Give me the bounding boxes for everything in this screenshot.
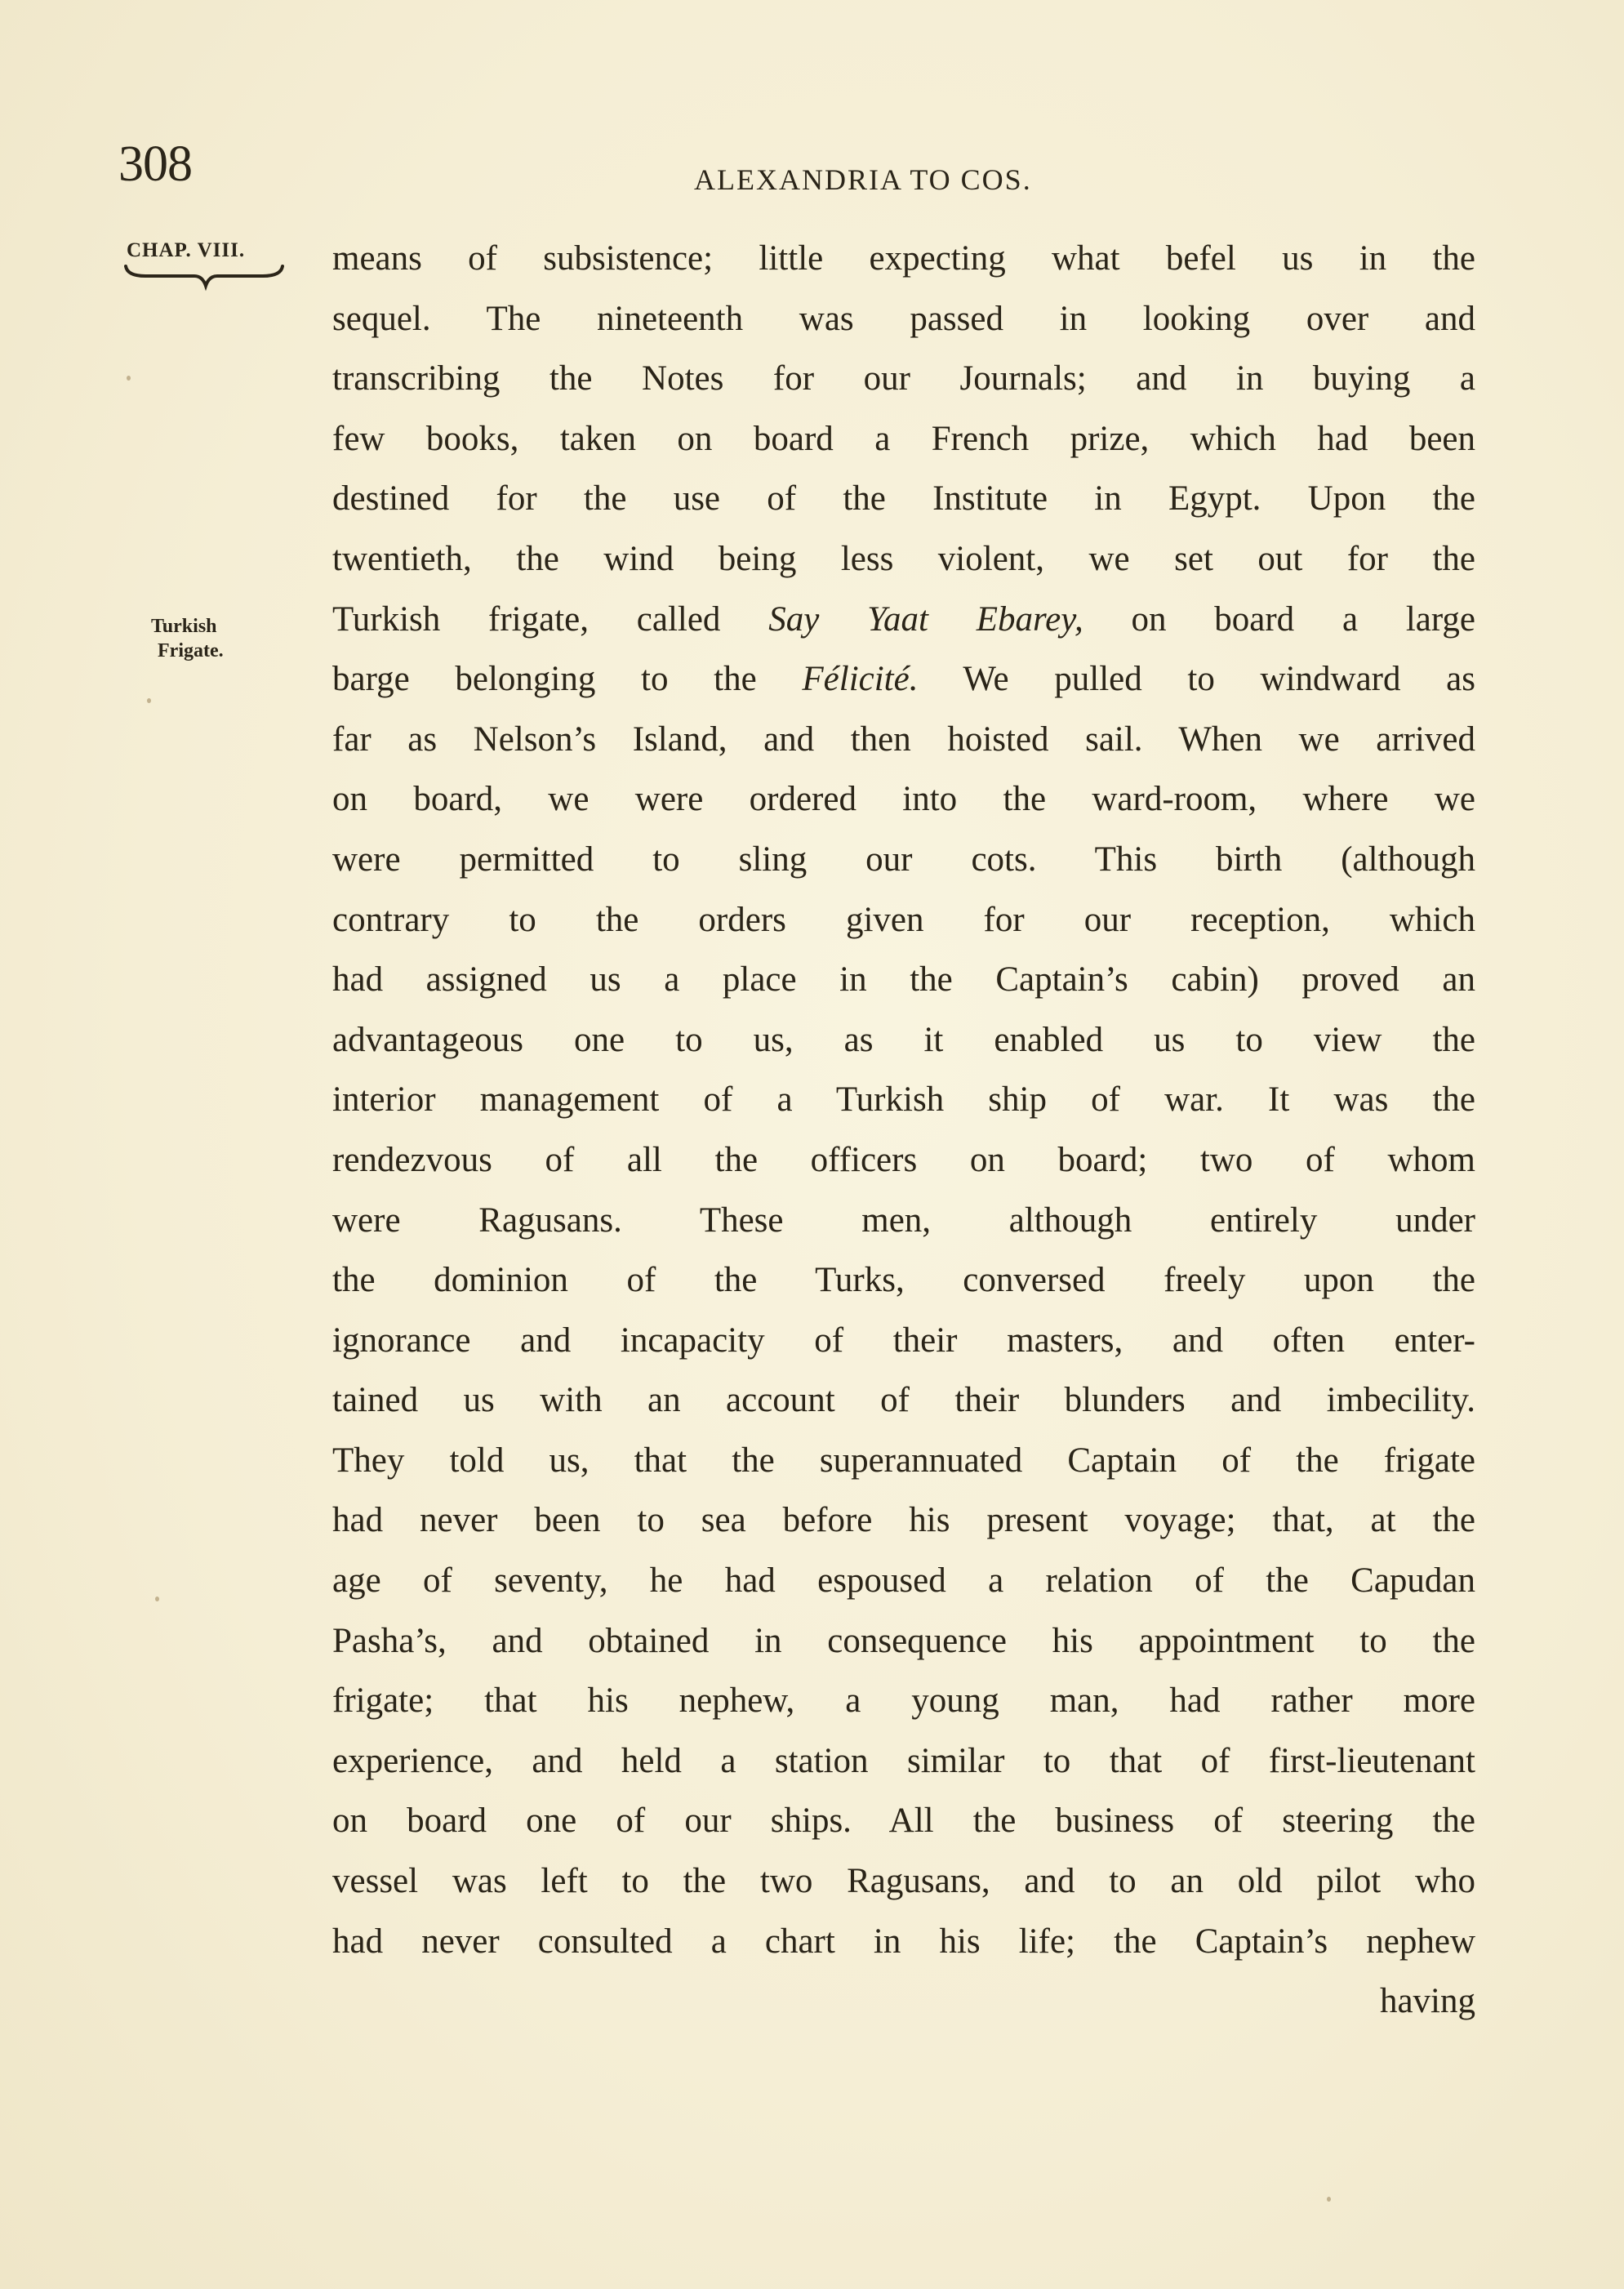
chapter-brace-ornament [122,265,286,294]
text-run: We pulled to windward as [918,660,1476,699]
text-line: experience, and held a station similar to that of first-lieutenant [332,1741,1475,1780]
paper-speck [147,698,151,703]
text-run: barge belonging to the [332,660,803,699]
text-line: frigate; that his nephew, a young man, had rather more [332,1681,1475,1721]
ship-name-italic: Say Yaat Ebarey, [768,599,1083,639]
text-line: far as Nelson’s Island, and then hoisted sail. When we arrived [332,719,1475,759]
paper-speck [1327,2197,1331,2202]
text-run: Turkish frigate, called [332,599,769,639]
body-text [332,234,1475,2037]
text-line: on board, we were ordered into the ward-room, where we [332,780,1475,819]
text-line: contrary to the orders given for our reception, which [332,900,1475,939]
text-line: tained us with an account of their blunders and imbecility. [332,1381,1475,1420]
sidenote-line: Frigate. [158,640,224,661]
ship-name-italic: Félicité. [802,660,919,699]
text-line: had assigned us a place in the Captain’s cabin) proved an [332,960,1475,1000]
chapter-label: CHAP. VIII. [127,239,246,261]
text-line: had never been to sea before his present voyage; that, at the [332,1501,1475,1540]
text-run: on board a large [1083,599,1475,639]
sidenote-line: Turkish [151,616,217,637]
text-line: rendezvous of all the officers on board; two of whom [332,1140,1475,1179]
text-line: sequel. The nineteenth was passed in looking over and [332,299,1475,338]
text-line [332,595,1475,656]
catchword: having [1379,1982,1475,2021]
text-line: vessel was left to the two Ragusans, and to an old pilot who [332,1862,1475,1901]
text-line: had never consulted a chart in his life; the Captain’s nephew [332,1922,1475,1961]
text-line: few books, taken on board a French prize, which had been [332,419,1475,458]
text-line: twentieth, the wind being less violent, we set out for the [332,539,1475,578]
text-line: They told us, that the superannuated Captain of the frigate [332,1441,1475,1480]
text-line: means of subsistence; little expecting what befel us in the [332,239,1475,278]
text-line: were Ragusans. These men, although entirely under [332,1200,1475,1240]
text-line: age of seventy, he had espoused a relation of the Capudan [332,1561,1475,1601]
paper-speck [127,376,131,381]
paper-speck [155,1597,159,1601]
text-line: transcribing the Notes for our Journals; and in buying a [332,359,1475,399]
text-line: ignorance and incapacity of their masters, and often enter- [332,1320,1475,1360]
marginal-sidenote [151,614,274,663]
page-number: 308 [118,136,192,192]
text-line: destined for the use of the Institute in Egypt. Upon the [332,479,1475,519]
text-line [332,655,1475,715]
text-line: the dominion of the Turks, conversed freely upon the [332,1261,1475,1300]
text-line: were permitted to sling our cots. This birth (although [332,839,1475,879]
text-line: advantageous one to us, as it enabled us to view the [332,1020,1475,1059]
text-line: Pasha’s, and obtained in consequence his appointment to the [332,1621,1475,1660]
text-line: interior management of a Turkish ship of war. It was the [332,1080,1475,1120]
text-line: on board one of our ships. All the business of steering the [332,1801,1475,1841]
running-head: ALEXANDRIA TO COS. [694,163,1032,196]
